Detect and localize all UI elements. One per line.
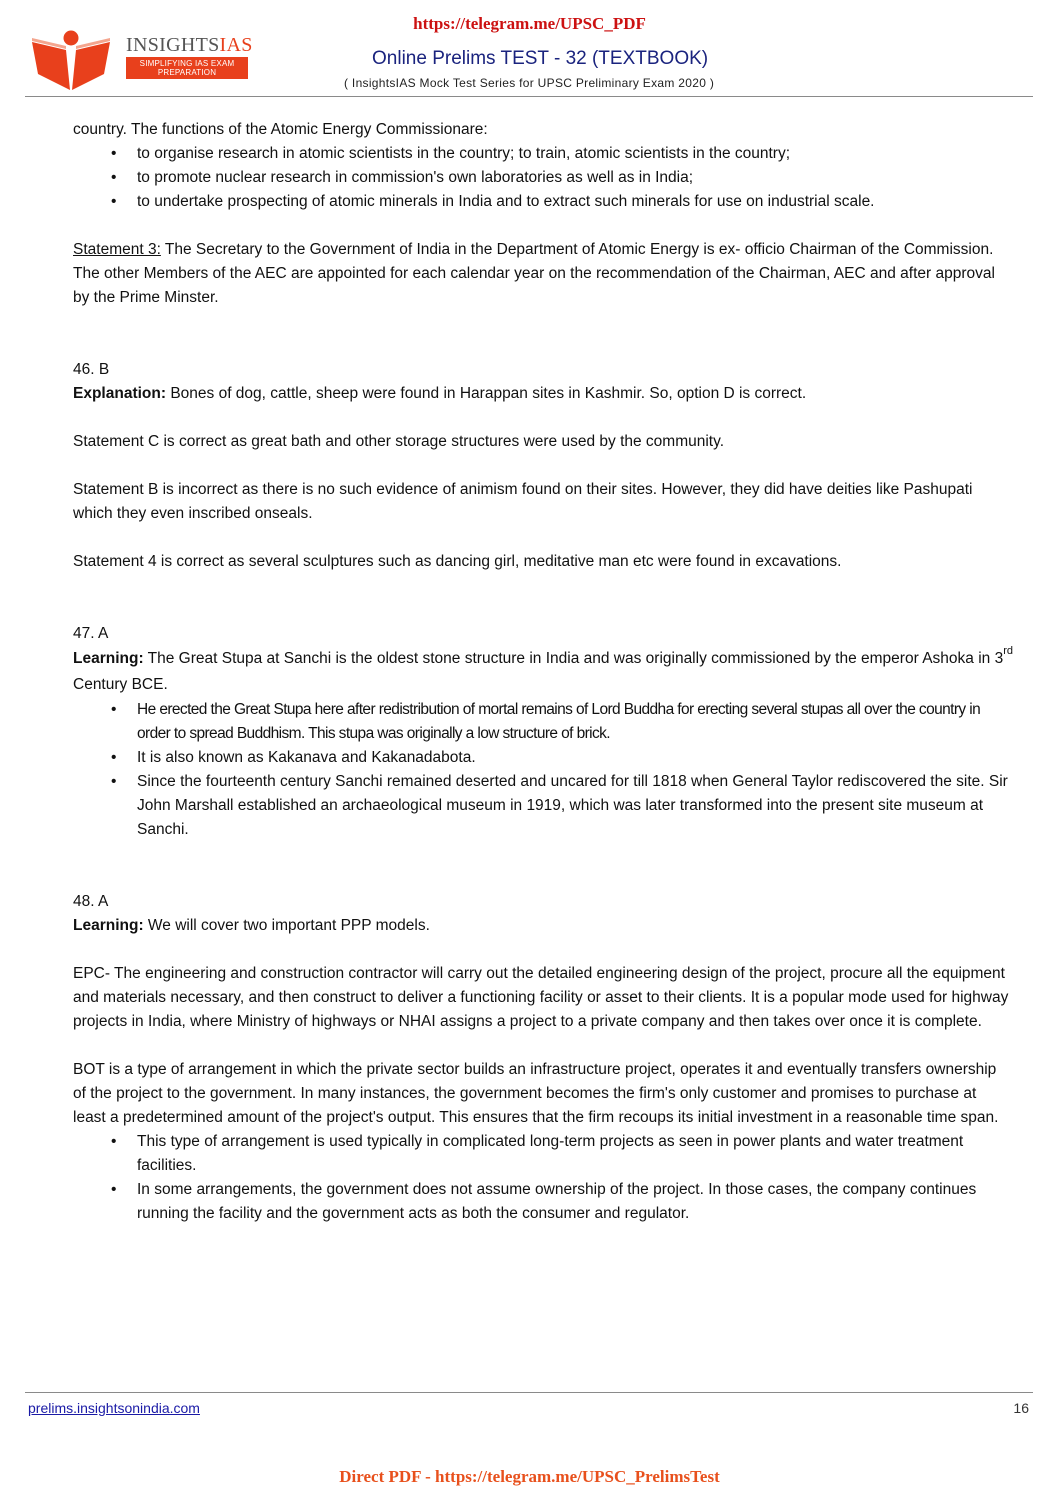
brand-tagline-line2: PREPARATION bbox=[157, 68, 217, 77]
q48-bot-paragraph: BOT is a type of arrangement in which the private sector builds an infrastructure project, operates it and eventually transfers ownership of the project to the government. In many instances, the government becomes the firm's only customer and promises to purchase at least a predetermined amount of the project's output. This ensures that the firm recoups its initial investment in a reasonable time span. bbox=[73, 1061, 999, 1126]
list-item-text: In some arrangements, the government does not assume ownership of the project. In those cases, the company continues running the facility and the government acts as both the consumer and regulator. bbox=[137, 1181, 977, 1222]
explanation-label: Explanation: bbox=[73, 385, 167, 402]
q48-epc-paragraph: EPC- The engineering and construction contractor will carry out the detailed engineering design of the project, procure all the equipment and materials necessary, and then construct to deliver a functioning facility or asset to their clients. It is a popular mode used for highway projects in India, where Ministry of highways or NHAI assigns a project to a private company and then takes over once it is complete. bbox=[73, 965, 1009, 1030]
bullet-icon: • bbox=[111, 1181, 117, 1198]
list-item bbox=[73, 1178, 1013, 1226]
statement-3-paragraph bbox=[73, 238, 1013, 310]
list-item-text: to promote nuclear research in commission's own laboratories as well as in India; bbox=[137, 169, 694, 186]
intro-paragraph: country. The functions of the Atomic Energy Commissionare: bbox=[73, 121, 488, 138]
q46-paragraph: Statement B is incorrect as there is no such evidence of animism found on their sites. However, they did have deities like Pashupati which they even inscribed onseals. bbox=[73, 481, 973, 522]
q48-bullet-list bbox=[73, 1130, 1013, 1226]
site-link[interactable]: prelims.insightsonindia.com bbox=[28, 1400, 200, 1416]
page-number: 16 bbox=[1013, 1400, 1029, 1416]
q47-answer: 47. A bbox=[73, 625, 109, 642]
list-item-text: It is also known as Kakanava and Kakanadabota. bbox=[137, 749, 476, 766]
ordinal-superscript: rd bbox=[1003, 645, 1013, 657]
list-item-text: to organise research in atomic scientists in the country; to train, atomic scientists in the country; bbox=[137, 145, 791, 162]
q47-bullet-list bbox=[73, 698, 1013, 842]
list-item bbox=[73, 770, 1013, 842]
statement-3-label: Statement 3: bbox=[73, 241, 161, 258]
list-item bbox=[73, 142, 1013, 166]
learning-text: The Great Stupa at Sanchi is the oldest stone structure in India and was originally commissioned by the emperor Ashoka in 3 bbox=[143, 650, 1004, 667]
telegram-link-text[interactable]: https://telegram.me/UPSC_PDF bbox=[413, 14, 646, 33]
bullet-icon: • bbox=[111, 773, 117, 790]
q47-learning bbox=[73, 646, 1013, 698]
bullet-icon: • bbox=[111, 749, 117, 766]
list-item-text: This type of arrangement is used typically in complicated long-term projects as seen in power plants and water treatment facilities. bbox=[137, 1133, 964, 1174]
list-item-text: He erected the Great Stupa here after redistribution of mortal remains of Lord Buddha for erecting several stupas all over the country in order to spread Buddhism. This stupa was originally a low structure of brick. bbox=[137, 701, 981, 742]
bullet-icon: • bbox=[111, 701, 116, 718]
brand-tagline bbox=[126, 57, 248, 79]
brand-name bbox=[126, 35, 253, 55]
q46-paragraph: Statement 4 is correct as several sculptures such as dancing girl, meditative man etc were found in excavations. bbox=[73, 553, 842, 570]
explanation-text: Bones of dog, cattle, sheep were found in Harappan sites in Kashmir. So, option D is correct. bbox=[166, 385, 807, 402]
intro-bullet-list bbox=[73, 142, 1013, 214]
brand-block bbox=[126, 35, 253, 79]
insightsias-logo-icon bbox=[30, 28, 112, 92]
list-item bbox=[73, 1130, 1013, 1178]
q46-explanation bbox=[73, 382, 1013, 406]
q46-answer: 46. B bbox=[73, 361, 110, 378]
list-item bbox=[73, 746, 1013, 770]
learning-text-end: Century BCE. bbox=[73, 676, 168, 693]
list-item bbox=[73, 166, 1013, 190]
list-item bbox=[73, 698, 1013, 746]
brand-name-insights: INSIGHTS bbox=[126, 34, 220, 56]
learning-label: Learning: bbox=[73, 917, 144, 934]
list-item-text: to undertake prospecting of atomic minerals in India and to extract such minerals for use on industrial scale. bbox=[137, 193, 875, 210]
list-item bbox=[73, 190, 1013, 214]
brand-tagline-line1: SIMPLIFYING IAS EXAM bbox=[139, 59, 235, 68]
header-divider bbox=[25, 96, 1033, 97]
q46-paragraph: Statement C is correct as great bath and other storage structures were used by the community. bbox=[73, 433, 725, 450]
bullet-icon: • bbox=[111, 193, 117, 210]
q48-answer: 48. A bbox=[73, 893, 109, 910]
document-body bbox=[73, 118, 1013, 1226]
bullet-icon: • bbox=[111, 169, 117, 186]
bullet-icon: • bbox=[111, 145, 117, 162]
test-title: Online Prelims TEST - 32 (TEXTBOOK) bbox=[372, 48, 709, 69]
telegram-link-top[interactable] bbox=[0, 14, 1059, 34]
brand-name-ias: IAS bbox=[219, 34, 253, 56]
test-subtitle: ( InsightsIAS Mock Test Series for UPSC Preliminary Exam 2020 ) bbox=[344, 76, 715, 90]
statement-3-text: The Secretary to the Government of India in the Department of Atomic Energy is ex- officio Chairman of the Commission. The other Members of the AEC are appointed for each calendar year on the recommendation of the Chairman, AEC and after approval by the Prime Minster. bbox=[73, 241, 995, 306]
learning-label: Learning: bbox=[73, 650, 144, 667]
bullet-icon: • bbox=[111, 1133, 117, 1150]
list-item-text: Since the fourteenth century Sanchi remained deserted and uncared for till 1818 when General Taylor rediscovered the site. Sir John Marshall established an archaeological museum in 1919, which was later transformed into the present site museum at Sanchi. bbox=[137, 773, 1008, 838]
learning-text: We will cover two important PPP models. bbox=[143, 917, 430, 934]
footer-divider bbox=[25, 1392, 1033, 1393]
q48-learning bbox=[73, 914, 1013, 938]
telegram-link-bottom[interactable]: Direct PDF - https://telegram.me/UPSC_PrelimsTest bbox=[339, 1467, 720, 1486]
